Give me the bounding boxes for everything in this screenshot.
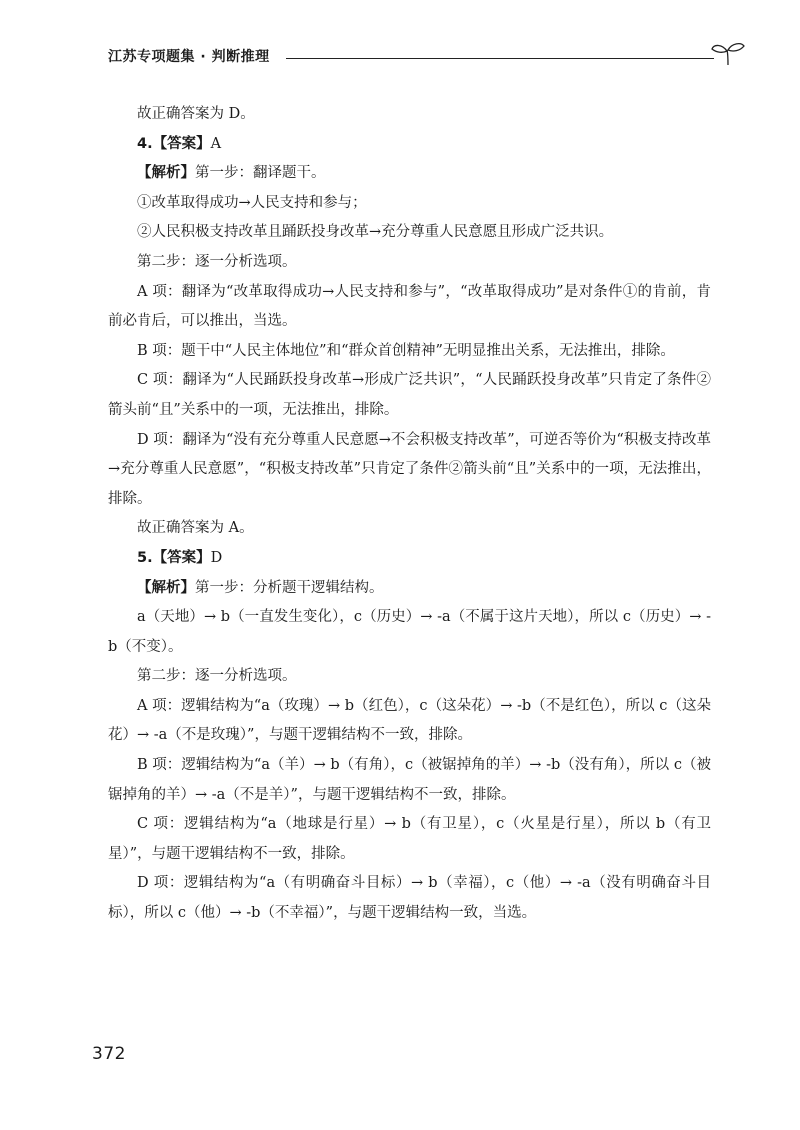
logic-structure: a（天地）→ b（一直发生变化），c（历史）→ -a（不属于这片天地），所以 c（历史）→ -b（不变）。: [108, 609, 711, 655]
analysis-step: 第二步：逐一分析选项。: [137, 668, 297, 685]
answer-line-q4: [108, 130, 711, 160]
condition-2: ②人民积极支持改革且踊跃投身改革→充分尊重人民意愿且形成广泛共识。: [137, 224, 614, 241]
answer-value: A: [210, 135, 222, 152]
answer-label: 5.【答案】: [137, 549, 211, 566]
conclusion-q3: 故正确答案为 D。: [137, 106, 255, 122]
option-b: B 项：逻辑结构为“a（羊）→ b（有角），c（被锯掉角的羊）→ -b（没有角），所以 c（被锯掉角的羊）→ -a（不是羊）”，与题干逻辑结构不一致，排除。: [108, 757, 711, 803]
analysis-line-q4: [108, 159, 711, 189]
analysis-label: 【解析】: [137, 165, 195, 182]
answer-label: 4.【答案】: [137, 135, 211, 152]
header-rule: [286, 58, 714, 59]
answer-value: D: [210, 549, 223, 566]
analysis-line-q5: [108, 574, 711, 604]
analysis-step: 第一步：翻译题干。: [195, 165, 326, 182]
analysis-label: 【解析】: [137, 579, 195, 596]
option-b: B 项：题干中“人民主体地位”和“群众首创精神”无明显推出关系，无法推出，排除。: [137, 342, 675, 359]
option-c: C 项：翻译为“人民踊跃投身改革→形成广泛共识”，“人民踊跃投身改革”只肯定了条件②箭头前“且”关系中的一项，无法推出，排除。: [108, 372, 711, 418]
answer-line-q5: [108, 544, 711, 574]
sprout-icon: [710, 40, 746, 66]
analysis-step: 第二步：逐一分析选项。: [137, 253, 297, 270]
analysis-step: 第一步：分析题干逻辑结构。: [195, 579, 384, 596]
option-a: A 项：翻译为“改革取得成功→人民支持和参与”，“改革取得成功”是对条件①的肯前，肯前必肯后，可以推出，当选。: [108, 283, 711, 330]
running-header: [108, 40, 748, 70]
option-a: A 项：逻辑结构为“a（玫瑰）→ b（红色），c（这朵花）→ -b（不是红色），所以 c（这朵花）→ -a（不是玫瑰）”，与题干逻辑结构不一致，排除。: [108, 697, 711, 744]
answer-explanations: [108, 100, 711, 929]
condition-1: ①改革取得成功→人民支持和参与；: [137, 194, 367, 211]
option-d: D 项：逻辑结构为“a（有明确奋斗目标）→ b（幸福），c（他）→ -a（没有明确奋斗目标），所以 c（他）→ -b（不幸福）”，与题干逻辑结构一致，当选。: [108, 875, 711, 922]
option-d: D 项：翻译为“没有充分尊重人民意愿→不会积极支持改革”，可逆否等价为“积极支持改革→充分尊重人民意愿”，“积极支持改革”只肯定了条件②箭头前“且”关系中的一项，无法推出，排除。: [108, 431, 711, 507]
page-number: 372: [92, 1044, 126, 1064]
option-c: C 项：逻辑结构为“a（地球是行星）→ b（有卫星），c（火星是行星），所以 b（有卫星）”，与题干逻辑结构不一致，排除。: [108, 816, 711, 862]
conclusion-q4: 故正确答案为 A。: [137, 520, 254, 537]
header-title: 江苏专项题集 · 判断推理: [108, 49, 270, 65]
